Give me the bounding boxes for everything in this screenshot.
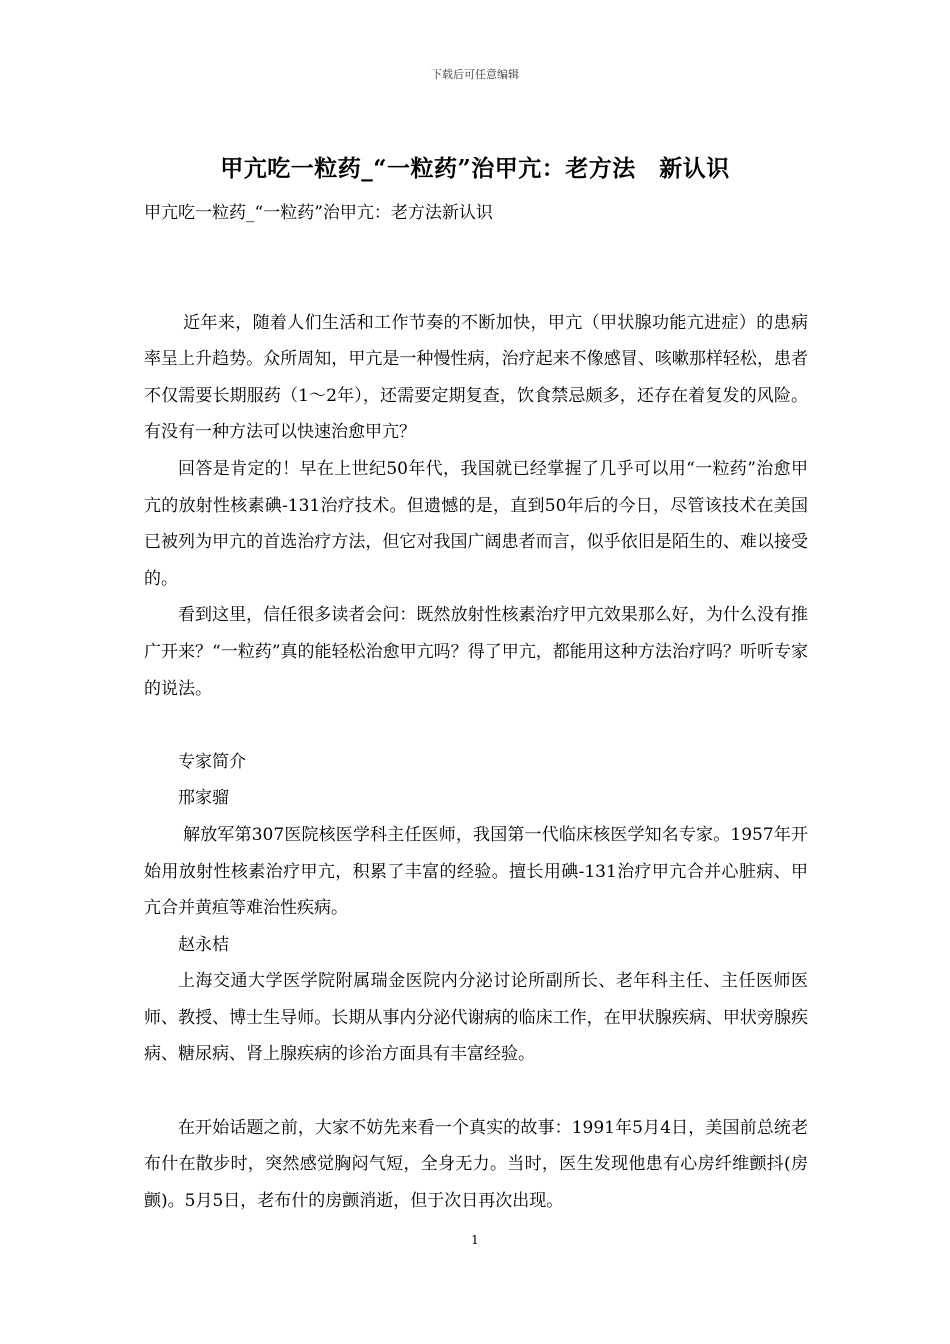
document-subtitle: 甲亢吃一粒药_“一粒药”治甲亢：老方法新认识 [144, 203, 493, 223]
expert-heading: 专家简介 [178, 751, 246, 772]
page-number: 1 [471, 1233, 479, 1247]
header-note: 下载后可任意编辑 [431, 68, 519, 81]
paragraph-question: 看到这里，信任很多读者会问：既然放射性核素治疗甲亢效果那么好，为什么没有推广开来？“一粒药”真的能轻松治愈甲亢吗？得了甲亢，都能用这种方法治疗吗？听听专家的说法。 [144, 605, 808, 699]
document-title: 甲亢吃一粒药_“一粒药”治甲亢：老方法 新认识 [220, 155, 730, 182]
expert-name-2: 赵永桔 [178, 934, 229, 955]
paragraph-intro: 近年来，随着人们生活和工作节奏的不断加快，甲亢（甲状腺功能亢进症）的患病率呈上升趋势。众所周知，甲亢是一种慢性病，治疗起来不像感冒、咳嗽那样轻松，患者不仅需要长期服药（1～2年），还需要定期复查，饮食禁忌颇多，还存在着复发的风险。有没有一种方法可以快速治愈甲亢？ [144, 312, 808, 443]
blank-line [144, 268, 808, 305]
paragraph-answer: 回答是肯定的！早在上世纪50年代，我国就已经掌握了几乎可以用“一粒药”治愈甲亢的放射性核素碘-131治疗技术。但遗憾的是，直到50年后的今日，尽管该技术在美国已被列为甲亢的首选治疗方法，但它对我国广阔患者而言，似乎依旧是陌生的、难以接受的。 [144, 458, 808, 589]
blank-line [144, 707, 808, 744]
document-body [144, 268, 808, 1219]
expert-bio-2: 上海交通大学医学院附属瑞金医院内分泌讨论所副所长、老年科主任、主任医师医师、教授、博士生导师。长期从事内分泌代谢病的临床工作，在甲状腺疾病、甲状旁腺疾病、糖尿病、肾上腺疾病的诊治方面具有丰富经验。 [144, 971, 808, 1065]
paragraph-story: 在开始话题之前，大家不妨先来看一个真实的故事：1991年5月4日，美国前总统老布什在散步时，突然感觉胸闷气短，全身无力。当时，医生发现他患有心房纤维颤抖(房颤)。5月5日，老布什的房颤消逝，但于次日再次出现。 [144, 1117, 808, 1211]
expert-bio-1: 解放军第307医院核医学科主任医师，我国第一代临床核医学知名专家。1957年开始用放射性核素治疗甲亢，积累了丰富的经验。擅长用碘-131治疗甲亢合并心脏病、甲亢合并黄疸等难治性疾病。 [144, 824, 808, 919]
blank-line [144, 1073, 808, 1110]
expert-name-1: 邢家骝 [178, 788, 229, 809]
